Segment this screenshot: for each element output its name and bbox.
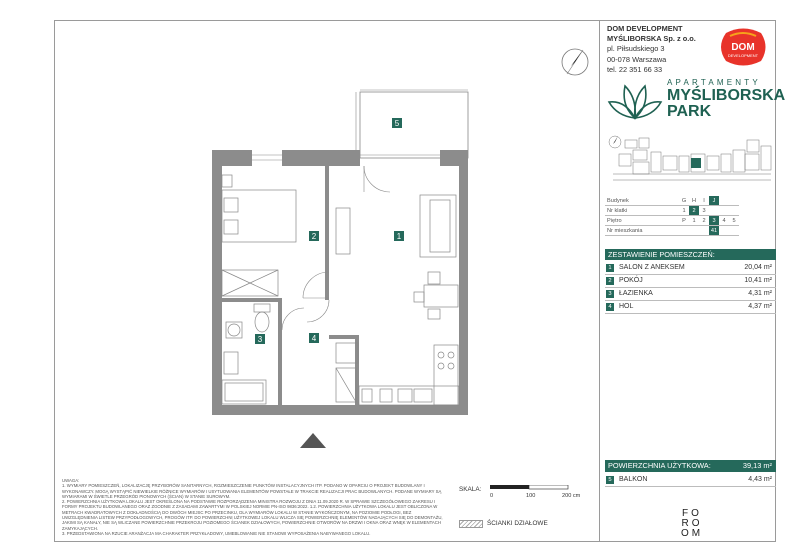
room-label-2: 2: [311, 232, 317, 241]
room-row: 2 POKÓJ 10,41 m²: [605, 275, 776, 288]
brand-line-2: PARK: [667, 103, 712, 120]
svg-text:DEVELOPMENT: DEVELOPMENT: [727, 53, 759, 58]
company-city: 00-078 Warszawa: [607, 54, 667, 64]
brand-line-1: MYŚLIBORSKA: [667, 87, 786, 104]
furniture: [222, 175, 459, 405]
rooms-summary-header: ZESTAWIENIE POMIESZCZEŃ:: [605, 249, 776, 260]
entrance-arrow-icon: [300, 433, 326, 448]
row-apartment-number: Nr mieszkania 41: [605, 226, 739, 236]
brand-tagline: APARTAMENTY: [667, 78, 761, 87]
scale-label: SKALA:: [459, 486, 482, 493]
room-label-4: 4: [311, 334, 317, 343]
dom-development-logo: [718, 27, 768, 67]
floor-plan: [56, 22, 596, 474]
usable-area-label: POWIERZCHNIA UŻYTKOWA:: [608, 461, 711, 470]
company-street: pl. Piłsudskiego 3: [607, 44, 665, 54]
apartment-location-table: [605, 196, 739, 236]
room-label-5: 5: [394, 119, 400, 128]
key-plan-compass-icon: [609, 136, 621, 148]
svg-text:200 cm: 200 cm: [562, 493, 581, 499]
row-floor: Piętro P 1 2 3 4 5: [605, 216, 739, 226]
studio-logo: FO RO OM: [680, 508, 704, 539]
svg-text:DOM: DOM: [731, 42, 755, 53]
room-label-1: 1: [396, 232, 402, 241]
company-entity: MYŚLIBORSKA Sp. z o.o.: [607, 34, 696, 44]
row-stairwell: Nr klatki 1 2 3: [605, 206, 739, 216]
usable-area-bar: [605, 460, 776, 472]
selected-building-marker: [691, 158, 701, 168]
room-row: 4 HOL 4,37 m²: [605, 301, 776, 314]
svg-text:0: 0: [490, 493, 494, 499]
balcony-row: 5 BALKON 4,43 m²: [605, 474, 776, 487]
leaf-logo-icon: [607, 76, 663, 122]
brand-name: [667, 88, 785, 120]
rooms-list: [605, 262, 776, 314]
scale-bar: [490, 485, 586, 499]
company-phone: tel. 22 351 66 33: [607, 64, 663, 74]
company-address: [607, 24, 696, 75]
partition-wall-legend: ŚCIANKI DZIAŁOWE: [487, 520, 548, 527]
balcony-summary: [605, 474, 776, 487]
partition-wall-swatch: [459, 520, 483, 528]
north-arrow-icon: [562, 49, 588, 75]
usable-area-value: 39,13 m²: [742, 461, 772, 470]
company-name: DOM DEVELOPMENT: [607, 24, 683, 33]
row-building: Budynek G H I J: [605, 196, 739, 206]
room-label-3: 3: [257, 335, 263, 344]
site-key-plan: [605, 130, 775, 192]
project-logo: [607, 76, 786, 126]
sheet-divider: [599, 20, 600, 542]
room-row: 3 ŁAZIENKA 4,31 m²: [605, 288, 776, 301]
svg-text:100: 100: [526, 493, 536, 499]
balcony-area: [356, 90, 468, 158]
disclaimer-notes: UWAGA: 1. WYMIARY POMIESZCZEŃ, LOKALIZACJĘ PRZYBORÓW SANITARNYCH, ROZMIESZCZENIE PUNKTÓW INSTALACYJNYCH ITP. PODANO W OPARCIU O PROJEKT BUDOWLANY I WYKONAWCZY. MOGĄ WYSTĄPIĆ NIEWIELKIE RÓŻNICE WYMIARÓW I USYTUOWANIA ELEMENTÓW POWSTAŁE W TRAKCIE REALIZACJI PRAC BUDOWLANYCH. PODANE WYMIARY SĄ WYMIARAMI W ŚWIETLE PRZEGRÓD PIONOWYCH (ŚCIAN) W STANIE SUROWYM. 2. POWIERZCHNIA UŻYTKOWA LOKALU JEST OKREŚLONA NA PODSTAWIE ROZPORZĄDZENIA MINISTRA ROZWOJU Z DNIA 11.09.2020 R. W SPRAWIE SZCZEGÓŁOWEGO ZAKRESU I FORMY PROJEKTU BUDOWLANEGO ORAZ ZGODNIE Z ZASADAMI ZAWARTYMI W POLSKIEJ NORMIE PN-ISO 9836:2022. 1.2. POWIERZCHNIA UŻYTKOWA LOKALU JEST OBLICZONA W METRACH KWADRATOWYCH Z DOKŁADNOŚCIĄ DO DWÓCH MIEJSC PO PRZECINKU, DLA WYMIARÓW LOKALU W STANIE WYKOŃCZONYM, NA POZIOMIE PODŁOGI, BEZ UWZGLĘDNIENIA LISTEW PRZYPODŁOGOWYCH, PROGÓW ITP. DO POWIERZCHNI UŻYTKOWEJ LOKALU WLICZA SIĘ POWIERZCHNIĘ ELEMENTÓW NADAJĄCYCH SIĘ DO DEMONTAŻU, JAKIMI SĄ KANAŁY, NIE SĄ WLICZANE POWIERZCHNIE PRZEKROJU POZIOMEGO ŚCIANEK DZIAŁOWYCH, POWIERZCHNIE OTWORÓW NA DRZWI I OKNA ORAZ WNĘK W ELEMENTACH ZAMYKAJĄCYCH. 3. PRZEDSTAWIONA NA RZUCIE ARANŻACJA MA CHARAKTER PRZYKŁADOWY, UMEBLOWANIE NIE STANOWI WYPOSAŻENIA NABYWANEGO LOKALU.: [62, 478, 443, 536]
room-row: 1 SALON Z ANEKSEM 20,04 m²: [605, 262, 776, 275]
